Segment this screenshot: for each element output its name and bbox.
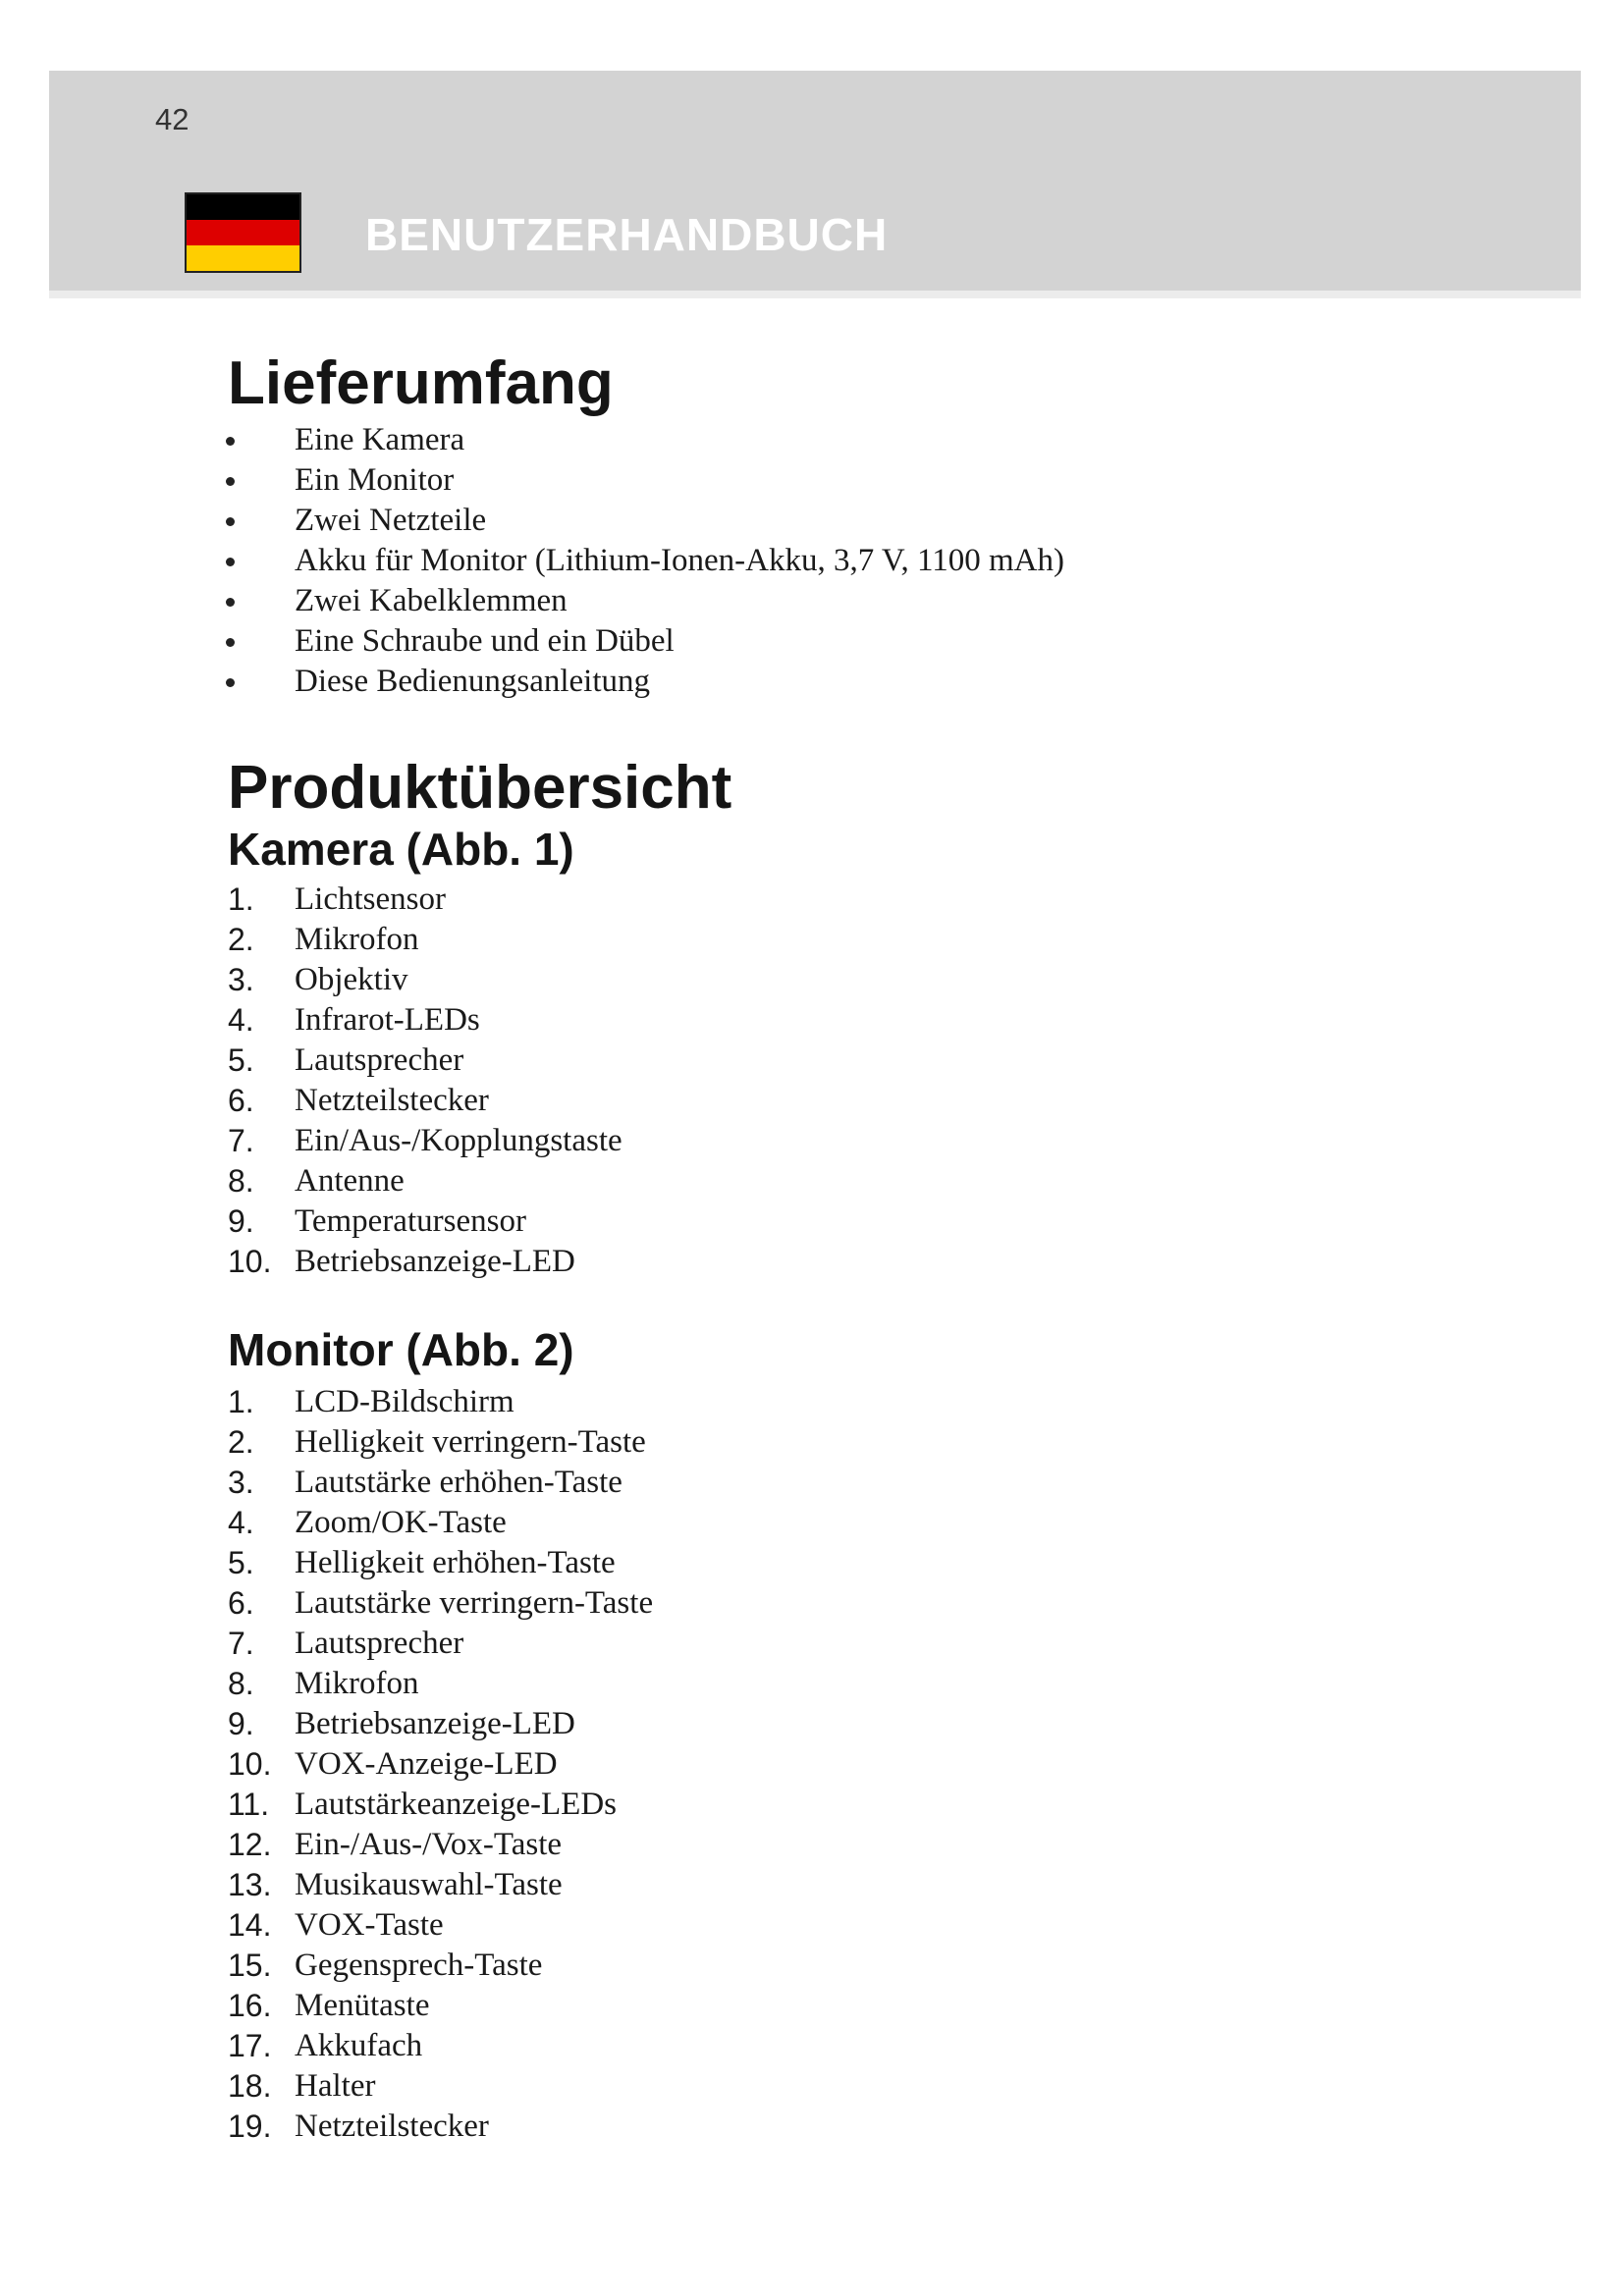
list-item-text: Lautstärke erhöhen-Taste bbox=[295, 1465, 623, 1500]
list-item-text: Ein Monitor bbox=[295, 462, 455, 498]
list-item-number: 7. bbox=[228, 1626, 254, 1661]
list-item-text: Netzteilstecker bbox=[295, 1083, 489, 1118]
list-item-text: Lautsprecher bbox=[295, 1042, 464, 1078]
list-item-text: Objektiv bbox=[295, 962, 408, 997]
list-item-text: Antenne bbox=[295, 1163, 405, 1199]
list-item-number: 19. bbox=[228, 2109, 272, 2144]
list-item-text: Akku für Monitor (Lithium-Ionen-Akku, 3,7 V, 1100 mAh) bbox=[295, 543, 1064, 578]
flag-stripe-red bbox=[187, 220, 299, 245]
flag-stripe-black bbox=[187, 194, 299, 220]
bullet-icon bbox=[226, 477, 235, 486]
bullet-icon bbox=[226, 678, 235, 687]
list-item-text: Lautsprecher bbox=[295, 1626, 464, 1661]
list-item-text: Halter bbox=[295, 2068, 376, 2104]
list-item-text: Temperatursensor bbox=[295, 1203, 526, 1239]
bullet-icon bbox=[226, 437, 235, 446]
list-item-number: 4. bbox=[228, 1505, 254, 1540]
list-item-number: 1. bbox=[228, 1384, 254, 1419]
list-item-number: 3. bbox=[228, 1465, 254, 1500]
list-item-text: Zwei Netzteile bbox=[295, 503, 487, 538]
list-item-text: Mikrofon bbox=[295, 922, 419, 957]
header-shadow bbox=[49, 291, 1581, 298]
section-title-lieferumfang: Lieferumfang bbox=[228, 349, 614, 417]
list-item-number: 9. bbox=[228, 1203, 254, 1239]
list-item-text: Lautstärkeanzeige-LEDs bbox=[295, 1787, 618, 1822]
list-item-text: Eine Kamera bbox=[295, 422, 465, 457]
list-item-number: 17. bbox=[228, 2028, 272, 2063]
list-item-number: 6. bbox=[228, 1585, 254, 1621]
list-item-number: 3. bbox=[228, 962, 254, 997]
list-item-text: Diese Bedienungsanleitung bbox=[295, 664, 651, 699]
list-item-number: 7. bbox=[228, 1123, 254, 1158]
list-item-number: 16. bbox=[228, 1988, 272, 2023]
list-item-number: 10. bbox=[228, 1244, 272, 1279]
list-item-text: Lichtsensor bbox=[295, 881, 446, 917]
bullet-icon bbox=[226, 598, 235, 607]
list-item-text: Menütaste bbox=[295, 1988, 430, 2023]
flag-stripe-gold bbox=[187, 245, 299, 271]
list-item-number: 5. bbox=[228, 1545, 254, 1580]
list-item-number: 6. bbox=[228, 1083, 254, 1118]
list-item-number: 9. bbox=[228, 1706, 254, 1741]
section-title-produktuebersicht: Produktübersicht bbox=[228, 754, 732, 822]
list-item-number: 10. bbox=[228, 1746, 272, 1782]
bullet-icon bbox=[226, 638, 235, 647]
subsection-title-kamera: Kamera (Abb. 1) bbox=[228, 824, 574, 875]
subsection-title-monitor: Monitor (Abb. 2) bbox=[228, 1324, 574, 1375]
list-item-number: 4. bbox=[228, 1002, 254, 1038]
list-item-number: 1. bbox=[228, 881, 254, 917]
list-item-number: 13. bbox=[228, 1867, 272, 1902]
list-item-number: 15. bbox=[228, 1948, 272, 1983]
list-item-text: Helligkeit erhöhen-Taste bbox=[295, 1545, 616, 1580]
list-item-number: 12. bbox=[228, 1827, 272, 1862]
list-item-text: Betriebsanzeige-LED bbox=[295, 1244, 575, 1279]
list-item-text: LCD-Bildschirm bbox=[295, 1384, 514, 1419]
list-item-number: 2. bbox=[228, 1424, 254, 1460]
list-item-text: Mikrofon bbox=[295, 1666, 419, 1701]
list-item-text: VOX-Taste bbox=[295, 1907, 444, 1943]
list-item-text: Zoom/OK-Taste bbox=[295, 1505, 507, 1540]
list-item-text: Lautstärke verringern-Taste bbox=[295, 1585, 654, 1621]
german-flag-icon bbox=[185, 192, 301, 273]
list-item-number: 11. bbox=[228, 1787, 270, 1822]
list-item-text: Netzteilstecker bbox=[295, 2109, 489, 2144]
list-item-text: Ein-/Aus-/Vox-Taste bbox=[295, 1827, 563, 1862]
bullet-icon bbox=[226, 558, 235, 566]
list-item-number: 2. bbox=[228, 922, 254, 957]
list-item-text: Akkufach bbox=[295, 2028, 423, 2063]
list-item-number: 14. bbox=[228, 1907, 272, 1943]
list-item-text: VOX-Anzeige-LED bbox=[295, 1746, 558, 1782]
list-item-number: 18. bbox=[228, 2068, 272, 2104]
list-item-text: Helligkeit verringern-Taste bbox=[295, 1424, 646, 1460]
list-item-text: Zwei Kabelklemmen bbox=[295, 583, 568, 618]
list-item-text: Gegensprech-Taste bbox=[295, 1948, 543, 1983]
list-item-text: Musikauswahl-Taste bbox=[295, 1867, 563, 1902]
list-item-number: 8. bbox=[228, 1666, 254, 1701]
list-item-text: Infrarot-LEDs bbox=[295, 1002, 480, 1038]
page-number: 42 bbox=[155, 102, 189, 136]
list-item-text: Ein/Aus-/Kopplungstaste bbox=[295, 1123, 623, 1158]
list-item-number: 8. bbox=[228, 1163, 254, 1199]
list-item-text: Betriebsanzeige-LED bbox=[295, 1706, 575, 1741]
bullet-icon bbox=[226, 517, 235, 526]
header-title: BENUTZERHANDBUCH bbox=[365, 209, 889, 260]
list-item-number: 5. bbox=[228, 1042, 254, 1078]
list-item-text: Eine Schraube und ein Dübel bbox=[295, 623, 675, 659]
